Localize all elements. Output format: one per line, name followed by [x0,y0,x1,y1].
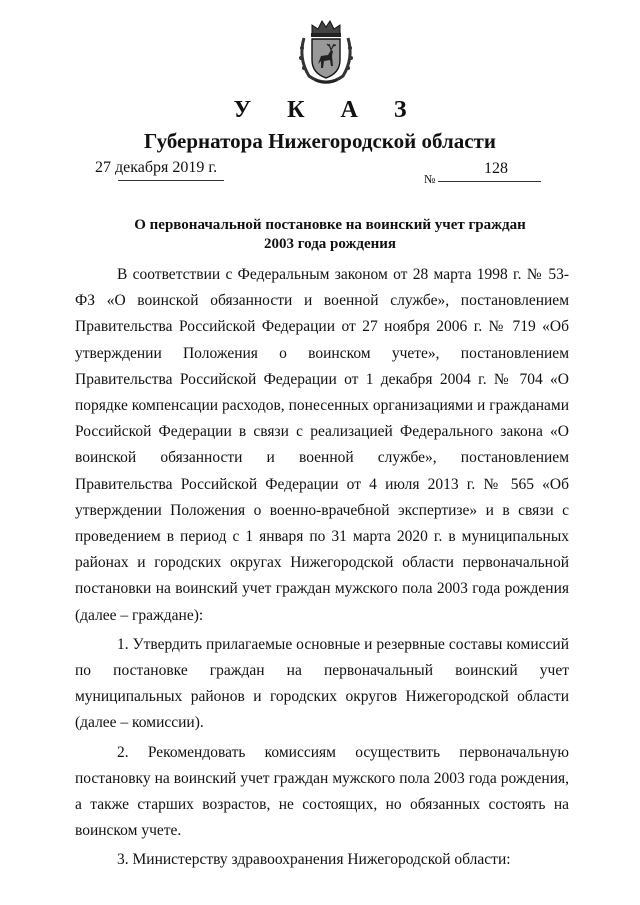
clause-paragraph: 3. Министерству здравоохранения Нижегородской области: [117,851,511,869]
preamble-paragraph: В соответствии с Федеральным законом от 28 марта 1998 г. № 53-ФЗ «О воинской обязанности и военной службе», постановлением Правительства Российской Федерации от 27 ноября 2006 г. № 719 «Об утверждении Положения о воинском учете», постановлением Правительства Российской Федерации от 1 декабря 2004 г. № 704 «О порядке компенсации расходов, понесенных организациями и гражданами Российской Федерации в связи с реализацией Федерального закона «О воинской обязанности и военной службе», постановлением Правительства Российской Федерации от 4 июля 2013 г. № 565 «Об утверждении Положения о военно-врачебной экспертизе» и в связи с проведением в период с 1 января по 31 марта 2020 г. в муниципальных районах и городских округах Нижегородской области первоначальной постановки на воинский учет граждан мужского пола 2003 года рождения (далее – граждане): [75,266,569,624]
clause-paragraph: 1. Утвердить прилагаемые основные и резервные составы комиссий по постановке граждан на первоначальный воинский учет муниципальных районов и городских округов Нижегородской области (далее – комиссии). [75,635,569,732]
number-underline [438,181,541,182]
coat-of-arms-emblem [295,18,357,86]
heading-line: О первоначальной постановке на воинский учет граждан [134,217,526,233]
decree-number: 128 [484,160,508,177]
clause-paragraph: 2. Рекомендовать комиссиям осуществить первоначальную постановку на воинский учет граждан мужского пола 2003 года рождения, а также старших возрастов, не состоящих, но обязанных состоять на воинском учете. [75,743,569,840]
decree-date: 27 декабря 2019 г. [95,159,218,176]
document-issuer: Губернатора Нижегородской области [144,129,496,153]
decree-heading [80,216,580,254]
number-sign: № [424,172,436,186]
document-title: У К А З [233,97,422,123]
heading-line: 2003 года рождения [263,236,397,252]
decree-body [75,262,569,874]
date-underline [118,180,224,181]
